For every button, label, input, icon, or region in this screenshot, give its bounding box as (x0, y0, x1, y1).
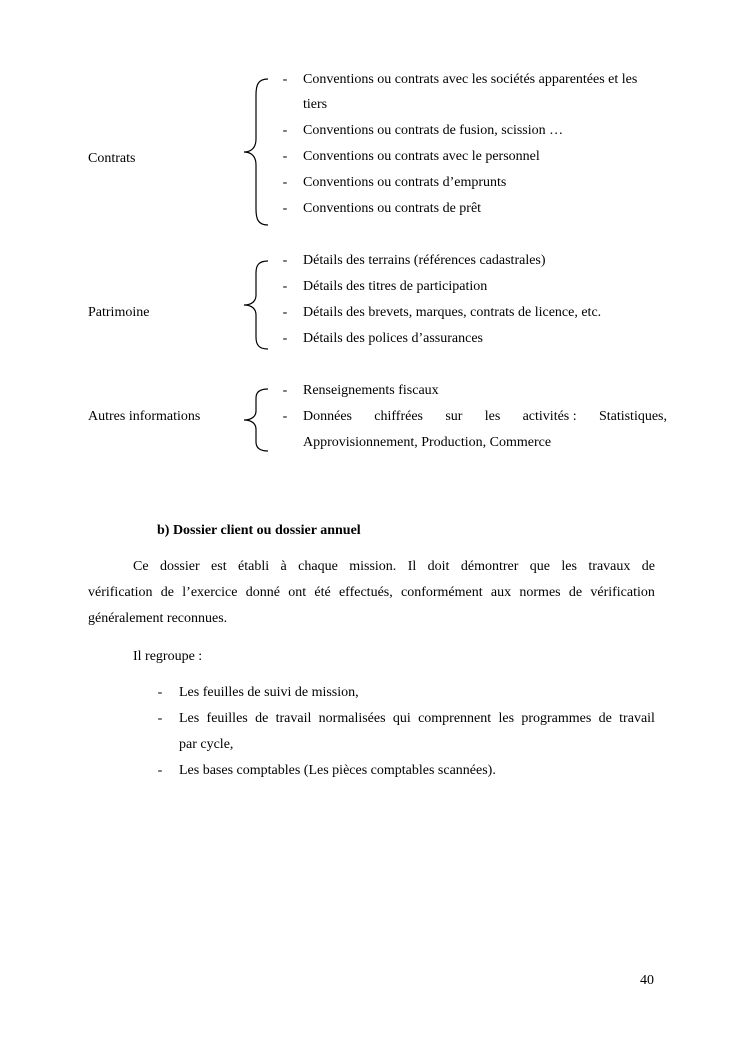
word: à (280, 559, 287, 574)
word: travaux (588, 559, 631, 574)
left-curly-brace-icon (240, 259, 270, 351)
word: les (561, 559, 577, 574)
word: donné (245, 585, 280, 600)
bullet-dash: - (282, 253, 288, 268)
word: vérification (590, 585, 655, 600)
bullet-dash: - (282, 279, 288, 294)
section-heading: b) Dossier client ou dossier annuel (157, 523, 361, 538)
patrimoine-item-1: Détails des terrains (références cadastrales) (303, 253, 546, 268)
word: normalisées (318, 711, 386, 726)
contrats-item-2: Conventions ou contrats de fusion, scission … (303, 123, 564, 138)
word: effectués, (338, 585, 393, 600)
word: vérification (88, 585, 153, 600)
word: Il (407, 559, 417, 574)
word: aux (490, 585, 512, 600)
contrats-item-5: Conventions ou contrats de prêt (303, 201, 482, 216)
word: démontrer (460, 559, 519, 574)
bullet-dash: - (282, 175, 288, 190)
word: de (255, 711, 269, 726)
bullet-dash: - (282, 201, 288, 216)
word: doit (427, 559, 450, 574)
regroupe-text: Il regroupe : (133, 649, 203, 664)
patrimoine-item-3: Détails des brevets, marques, contrats de licence, etc. (303, 305, 602, 320)
autres-item-2-cont: Approvisionnement, Production, Commerce (303, 435, 552, 450)
word: travail (619, 711, 655, 726)
word: feuilles (206, 711, 248, 726)
list-item-cont: par cycle, (179, 737, 234, 752)
word: mission. (349, 559, 397, 574)
left-curly-brace-icon (240, 77, 270, 227)
autres-item-2 (303, 409, 667, 425)
word: les (484, 409, 501, 424)
word: chaque (298, 559, 338, 574)
word: Ce (133, 559, 149, 574)
word: de (160, 585, 175, 600)
word: dossier (159, 559, 200, 574)
word: normes (519, 585, 561, 600)
list-item (179, 711, 655, 727)
bullet-dash: - (157, 685, 163, 700)
word: l’exercice (182, 585, 238, 600)
word: chiffrées (374, 409, 424, 424)
word: Les (179, 711, 200, 726)
bullet-dash: - (282, 331, 288, 346)
word: ont (288, 585, 307, 600)
contrats-item-4: Conventions ou contrats d’emprunts (303, 175, 507, 190)
section-label-autres-informations: Autres informations (88, 409, 201, 424)
section-label-contrats: Contrats (88, 151, 136, 166)
paragraph-line-2 (88, 585, 655, 601)
contrats-item-3: Conventions ou contrats avec le personnel (303, 149, 540, 164)
bullet-dash: - (282, 305, 288, 320)
bullet-dash: - (282, 149, 288, 164)
word: sur (445, 409, 463, 424)
word: établi (238, 559, 270, 574)
list-item: Les feuilles de suivi de mission, (179, 685, 359, 700)
page-number: 40 (640, 973, 654, 988)
word: activités : (522, 409, 577, 424)
word: de (641, 559, 655, 574)
bullet-dash: - (282, 72, 288, 87)
word: est (211, 559, 227, 574)
word: de (598, 711, 612, 726)
bullet-dash: - (282, 409, 288, 424)
word: qui (392, 711, 411, 726)
word: que (529, 559, 551, 574)
word: Données (303, 409, 352, 424)
word: Statistiques, (598, 409, 667, 424)
word: comprennent (418, 711, 492, 726)
bullet-dash: - (282, 123, 288, 138)
left-curly-brace-icon (240, 387, 270, 453)
paragraph-line-3: généralement reconnues. (88, 611, 228, 626)
word: de (568, 585, 583, 600)
word: conformément (401, 585, 483, 600)
patrimoine-item-2: Détails des titres de participation (303, 279, 488, 294)
word: été (314, 585, 331, 600)
word: travail (275, 711, 312, 726)
contrats-item-1-cont: tiers (303, 97, 328, 112)
list-item: Les bases comptables (Les pièces comptables scannées). (179, 763, 496, 778)
word: programmes (521, 711, 592, 726)
patrimoine-item-4: Détails des polices d’assurances (303, 331, 483, 346)
autres-item-1: Renseignements fiscaux (303, 383, 439, 398)
section-label-patrimoine: Patrimoine (88, 305, 150, 320)
bullet-dash: - (282, 383, 288, 398)
paragraph-line-1 (133, 559, 655, 575)
word: les (498, 711, 515, 726)
bullet-dash: - (157, 711, 163, 726)
contrats-item-1: Conventions ou contrats avec les sociétés apparentées et les (303, 72, 638, 87)
bullet-dash: - (157, 763, 163, 778)
